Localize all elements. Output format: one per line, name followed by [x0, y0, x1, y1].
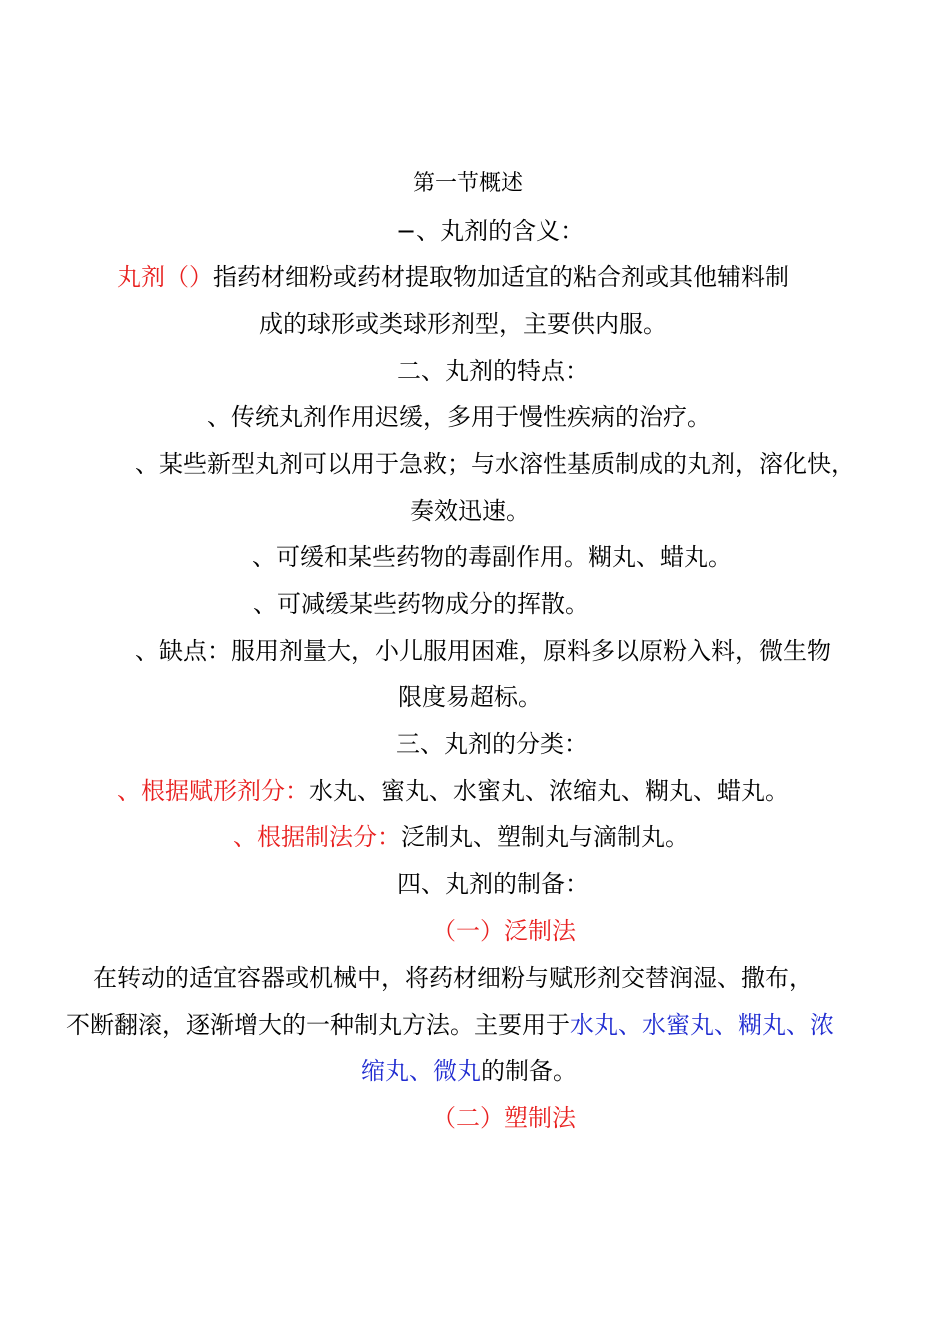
heading-definition: −、丸剂的含义：: [396, 217, 585, 245]
definition-line-1: [117, 261, 789, 293]
feature-3: 、可缓和某些药物的毒副作用。糊丸、蜡丸。: [252, 543, 732, 571]
classification-2: [233, 821, 689, 853]
definition-text-1: 指药材细粉或药材提取物加适宜的粘合剂或其他辅料制: [213, 263, 789, 291]
heading-features: 二、丸剂的特点：: [397, 357, 589, 385]
feature-2-line-1: 、某些新型丸剂可以用于急救；与水溶性基质制成的丸剂，溶化快，: [135, 450, 855, 478]
classification-1-label: 、根据赋形剂分：: [117, 777, 309, 805]
section-title: 第一节概述: [413, 171, 524, 196]
method-1-line-2-text: 不断翻滚，逐渐增大的一种制丸方法。主要用于: [66, 1011, 570, 1039]
feature-1: 、传统丸剂作用迟缓，多用于慢性疾病的治疗。: [207, 403, 711, 431]
method-1-line-2: [66, 1009, 834, 1041]
feature-5-line-1: 、缺点：服用剂量大，小儿服用困难，原料多以原粉入料，微生物: [135, 637, 831, 665]
classification-2-label: 、根据制法分：: [233, 823, 401, 851]
method-1-line-3-text: 的制备。: [481, 1057, 577, 1085]
classification-1-text: 水丸、蜜丸、水蜜丸、浓缩丸、糊丸、蜡丸。: [309, 777, 789, 805]
method-1-heading: （一）泛制法: [432, 917, 576, 945]
definition-term: 丸剂（）: [117, 263, 213, 291]
feature-5-line-2: 限度易超标。: [398, 683, 542, 711]
method-1-line-3-highlight: 缩丸、微丸: [361, 1057, 481, 1085]
method-1-line-2-highlight: 水丸、水蜜丸、糊丸、浓: [570, 1011, 834, 1039]
method-1-line-3: [361, 1055, 577, 1087]
heading-classification: 三、丸剂的分类：: [396, 730, 588, 758]
definition-line-2: 成的球形或类球形剂型，主要供内服。: [259, 310, 667, 338]
method-2-heading: （二）塑制法: [432, 1104, 576, 1132]
heading-preparation: 四、丸剂的制备：: [397, 870, 589, 898]
method-1-line-1: 在转动的适宜容器或机械中，将药材细粉与赋形剂交替润湿、撒布，: [93, 964, 813, 992]
feature-2-line-2: 奏效迅速。: [410, 497, 530, 525]
feature-4: 、可减缓某些药物成分的挥散。: [253, 590, 589, 618]
classification-1: [117, 775, 789, 807]
classification-2-text: 泛制丸、塑制丸与滴制丸。: [401, 823, 689, 851]
